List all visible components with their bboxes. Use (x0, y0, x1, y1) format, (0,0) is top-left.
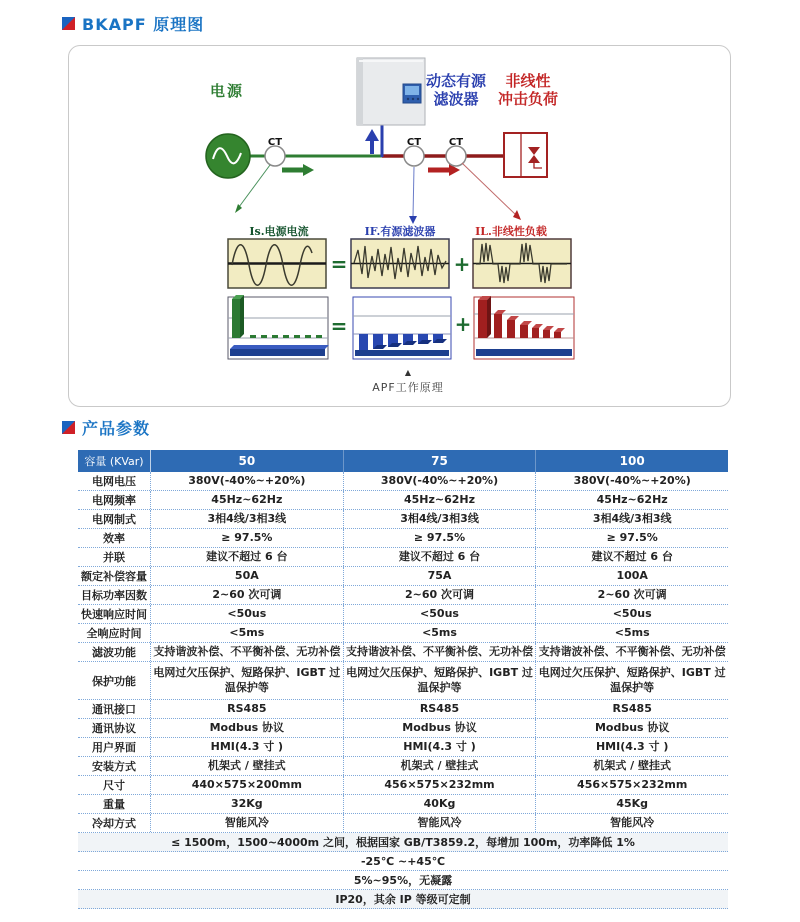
row-value: 支持谐波补偿、不平衡补偿、无功补偿 (343, 643, 536, 661)
load-label (498, 72, 558, 108)
table-row (78, 757, 728, 776)
row-value: 440×575×200mm (150, 776, 343, 794)
row-value: 3相4线/3相3线 (343, 510, 536, 528)
row-value: 电网过欠压保护、短路保护、IGBT 过温保护等 (535, 662, 728, 699)
row-value: 380V(-40%~+20%) (535, 472, 728, 490)
row-value: 2~60 次可调 (150, 586, 343, 604)
row-label: 电网电压 (92, 475, 136, 488)
section-bullet-icon (62, 421, 75, 434)
row-value: 建议不超过 6 台 (343, 548, 536, 566)
row-value: 45Hz~62Hz (535, 491, 728, 509)
table-row (78, 472, 728, 491)
source-flow-arrow (282, 164, 314, 176)
waveform-filter (351, 239, 449, 288)
row-value: 智能风冷 (535, 814, 728, 832)
row-label: 通讯接口 (92, 703, 136, 716)
row-label: 额定补偿容量 (81, 570, 147, 583)
row-value: <5ms (343, 624, 536, 642)
params-table-body (78, 472, 728, 909)
spectrum-filter (353, 297, 451, 359)
plus-sign-waveforms: + (453, 252, 471, 276)
row-value: HMI(4.3 寸 ) (150, 738, 343, 756)
row-value: 机架式 / 壁挂式 (150, 757, 343, 775)
wave-label-source: Is.电源电流 (249, 225, 309, 238)
row-value: 建议不超过 6 台 (535, 548, 728, 566)
load-label-line2: 冲击负荷 (497, 90, 559, 108)
section-title-principle (62, 12, 204, 35)
table-row (78, 738, 728, 757)
footer-value: -25℃ ~+45℃ (360, 854, 446, 868)
row-value: 75A (343, 567, 536, 585)
row-value: Modbus 协议 (535, 719, 728, 737)
row-value: 智能风冷 (150, 814, 343, 832)
spectrum-source (228, 295, 329, 359)
row-value: Modbus 协议 (343, 719, 536, 737)
row-value: 100A (535, 567, 728, 585)
row-value: 3相4线/3相3线 (535, 510, 728, 528)
row-value: 电网过欠压保护、短路保护、IGBT 过温保护等 (150, 662, 343, 699)
row-value: 45Hz~62Hz (150, 491, 343, 509)
apf-cabinet-icon (357, 58, 425, 125)
table-row (78, 814, 728, 833)
nonlinear-load-icon (504, 133, 547, 177)
row-value: <50us (535, 605, 728, 623)
row-value: 电网过欠压保护、短路保护、IGBT 过温保护等 (343, 662, 536, 699)
table-row (78, 719, 728, 738)
row-value: 50A (150, 567, 343, 585)
product-params-table (78, 450, 728, 909)
row-value: RS485 (535, 700, 728, 718)
table-row (78, 795, 728, 814)
header-100: 100 (535, 450, 728, 472)
filter-label-line1: 动态有源 (425, 72, 487, 90)
row-label: 安装方式 (92, 760, 136, 773)
table-row (78, 605, 728, 624)
table-row (78, 624, 728, 643)
row-value: 2~60 次可调 (535, 586, 728, 604)
ct-label-1: CT (267, 137, 283, 148)
row-value: 支持谐波补偿、不平衡补偿、无功补偿 (535, 643, 728, 661)
row-value: HMI(4.3 寸 ) (343, 738, 536, 756)
row-label: 冷却方式 (92, 817, 136, 830)
section-title-text: 产品参数 (82, 419, 151, 438)
row-label: 用户界面 (92, 741, 136, 754)
row-value: 45Kg (535, 795, 728, 813)
table-footer-row (78, 871, 728, 890)
waveform-source (228, 239, 326, 288)
table-footer-row (78, 833, 728, 852)
wave-label-filter: IF.有源滤波器 (364, 225, 436, 238)
table-row (78, 491, 728, 510)
caption-triangle-icon: ▲ (404, 368, 412, 377)
row-value: 380V(-40%~+20%) (150, 472, 343, 490)
section-bullet-icon (62, 17, 75, 30)
spectrum-load (474, 296, 574, 359)
row-value: <5ms (535, 624, 728, 642)
generator-icon (206, 134, 250, 178)
row-value: ≥ 97.5% (535, 529, 728, 547)
filter-label (426, 72, 486, 108)
row-value: <50us (343, 605, 536, 623)
row-value: ≥ 97.5% (343, 529, 536, 547)
waveform-load (473, 239, 571, 288)
row-value: 智能风冷 (343, 814, 536, 832)
table-footer-row (78, 890, 728, 909)
row-value: 380V(-40%~+20%) (343, 472, 536, 490)
row-label: 效率 (103, 532, 125, 545)
row-value: HMI(4.3 寸 ) (535, 738, 728, 756)
row-label: 目标功率因数 (81, 589, 147, 602)
footer-value: ≤ 1500m，1500~4000m 之间，根据国家 GB/T3859.2，每增加 100m，功率降低 1% (171, 836, 635, 849)
table-row (78, 548, 728, 567)
row-value: 支持谐波补偿、不平衡补偿、无功补偿 (150, 643, 343, 661)
ct-pointer-lines (235, 163, 521, 224)
row-label: 快速响应时间 (81, 608, 147, 621)
ct-label-3: CT (448, 137, 464, 148)
row-value: 3相4线/3相3线 (150, 510, 343, 528)
section-title-params (62, 416, 150, 439)
wave-label-load: IL.非线性负载 (475, 225, 547, 238)
filter-label-line2: 滤波器 (433, 90, 479, 108)
row-label: 尺寸 (103, 779, 125, 792)
row-value: 建议不超过 6 台 (150, 548, 343, 566)
row-value: 40Kg (343, 795, 536, 813)
table-row (78, 776, 728, 795)
row-label: 通讯协议 (92, 722, 136, 735)
row-label: 保护功能 (92, 674, 136, 688)
row-label: 电网频率 (92, 494, 136, 507)
row-label: 滤波功能 (92, 646, 136, 659)
row-value: 机架式 / 壁挂式 (343, 757, 536, 775)
equals-sign-spectrum: = (330, 314, 348, 338)
footer-value: 5%~95%，无凝露 (353, 874, 453, 887)
table-row (78, 586, 728, 605)
header-50: 50 (238, 454, 256, 468)
table-row (78, 700, 728, 719)
row-value: 45Hz~62Hz (343, 491, 536, 509)
row-label: 电网制式 (92, 513, 136, 526)
table-row (78, 529, 728, 548)
row-label: 全响应时间 (86, 627, 142, 640)
table-footer-row (78, 852, 728, 871)
table-row (78, 662, 728, 700)
row-label: 并联 (103, 551, 125, 564)
ct-label-2: CT (406, 137, 422, 148)
table-row (78, 567, 728, 586)
row-label: 重量 (103, 798, 125, 811)
row-value: 456×575×232mm (535, 776, 728, 794)
table-header-row (78, 450, 728, 472)
row-value: RS485 (343, 700, 536, 718)
row-value: 2~60 次可调 (343, 586, 536, 604)
equals-sign-waveforms: = (330, 252, 348, 276)
header-capacity: 容量 (KVar) (78, 450, 151, 472)
row-value: ≥ 97.5% (150, 529, 343, 547)
row-value: <50us (150, 605, 343, 623)
plus-sign-spectrum: + (454, 312, 472, 336)
row-value: 456×575×232mm (343, 776, 536, 794)
section-title-text: BKAPF 原理图 (82, 15, 205, 34)
row-value: <5ms (150, 624, 343, 642)
table-row (78, 510, 728, 529)
table-row (78, 643, 728, 662)
source-label: 电源 (209, 82, 245, 100)
footer-value: IP20，其余 IP 等级可定制 (335, 893, 471, 906)
load-label-line1: 非线性 (505, 72, 551, 90)
row-value: RS485 (150, 700, 343, 718)
principle-diagram-panel (68, 45, 731, 407)
header-75: 75 (343, 450, 536, 472)
row-value: Modbus 协议 (150, 719, 343, 737)
row-value: 机架式 / 壁挂式 (535, 757, 728, 775)
row-value: 32Kg (150, 795, 343, 813)
filter-current-arrow (365, 129, 379, 154)
diagram-caption: APF工作原理 (372, 381, 444, 394)
